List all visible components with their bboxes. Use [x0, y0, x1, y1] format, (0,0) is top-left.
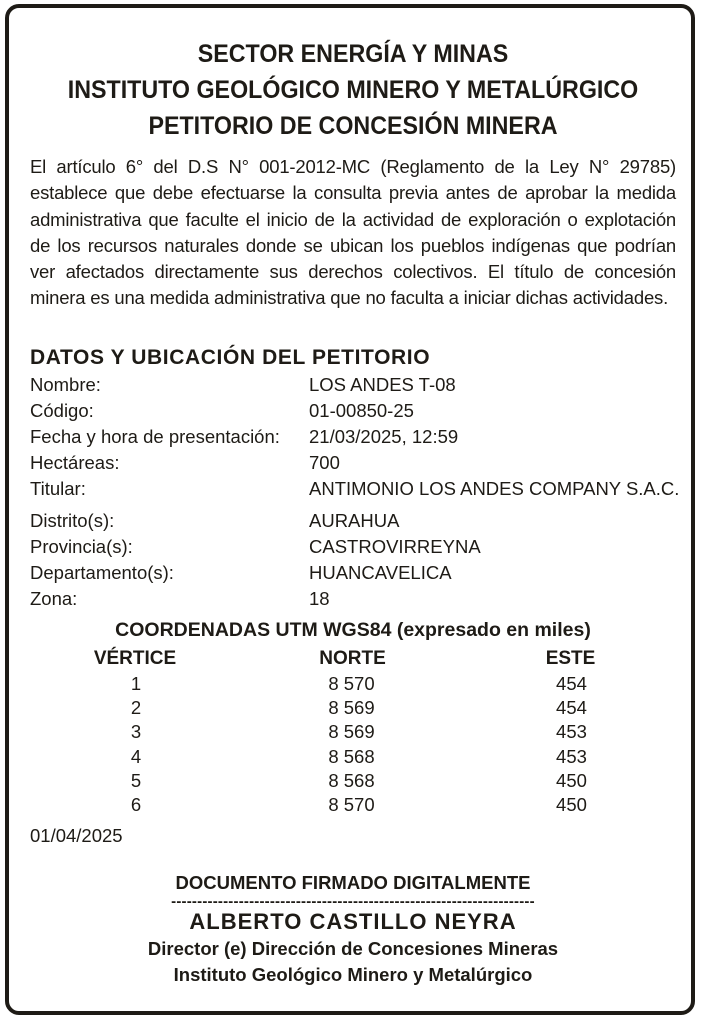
datos-label: Zona: — [30, 588, 78, 609]
datos-row-codigo — [30, 398, 676, 424]
datos-label: Fecha y hora de presentación: — [30, 426, 280, 447]
norte-cell: 8 570 — [328, 793, 375, 815]
datos-row-zona — [30, 586, 676, 612]
header-sector: SECTOR ENERGÍA Y MINAS — [197, 40, 509, 68]
coordenadas-header-row — [30, 646, 676, 672]
table-row — [30, 769, 676, 793]
datos-label: Código: — [30, 400, 94, 421]
vertice-cell: 3 — [130, 721, 142, 743]
datos-row-distrito — [30, 508, 676, 534]
header-title: PETITORIO DE CONCESIÓN MINERA — [148, 112, 558, 140]
datos-label: Nombre: — [30, 374, 101, 395]
este-cell: 453 — [556, 721, 587, 743]
coordenadas-title: COORDENADAS UTM WGS84 (expresado en miles) — [115, 619, 591, 641]
norte-cell: 8 570 — [328, 673, 375, 694]
datos-label: Distrito(s): — [30, 510, 115, 531]
vertice-cell: 2 — [130, 697, 142, 719]
datos-section-title: DATOS Y UBICACIÓN DEL PETITORIO — [30, 346, 431, 369]
digital-signature-label: DOCUMENTO FIRMADO DIGITALMENTE — [175, 872, 531, 894]
datos-row-provincia — [30, 534, 676, 560]
table-row — [30, 793, 676, 817]
este-cell: 454 — [556, 697, 587, 719]
datos-row-titular — [30, 476, 680, 502]
coordenadas-table — [30, 646, 676, 817]
signer-name: ALBERTO CASTILLO NEYRA — [189, 909, 517, 935]
publication-date: 01/04/2025 — [30, 825, 123, 847]
datos-value: AURAHUA — [309, 510, 400, 531]
datos-value: HUANCAVELICA — [309, 562, 452, 583]
datos-value: LOS ANDES T-08 — [309, 374, 456, 395]
norte-cell: 8 568 — [328, 769, 375, 791]
datos-row-hectareas — [30, 450, 676, 476]
signer-institution: Instituto Geológico Minero y Metalúrgico — [173, 964, 533, 986]
table-row — [30, 672, 676, 696]
datos-row-departamento — [30, 560, 676, 586]
vertice-cell: 6 — [130, 793, 142, 815]
notice-header — [53, 36, 654, 144]
vertice-cell: 5 — [130, 769, 142, 791]
table-row — [30, 720, 676, 744]
datos-list — [30, 372, 680, 612]
signer-title: Director (e) Dirección de Concesiones Mineras — [147, 938, 559, 960]
datos-label: Provincia(s): — [30, 536, 133, 557]
datos-value: ANTIMONIO LOS ANDES COMPANY S.A.C. — [309, 478, 680, 499]
vertice-cell: 4 — [130, 745, 142, 767]
vertice-cell: 1 — [130, 673, 142, 694]
datos-label: Hectáreas: — [30, 452, 120, 473]
signature-dashed-line: ---------------------------------------------------------------------- — [171, 896, 535, 909]
este-cell: 450 — [556, 769, 587, 791]
header-institute: INSTITUTO GEOLÓGICO MINERO Y METALÚRGICO — [67, 76, 639, 104]
datos-label: Departamento(s): — [30, 562, 174, 583]
intro-paragraph: El artículo 6° del D.S N° 001-2012-MC (Reglamento de la Ley N° 29785) establece que debe efectuarse la consulta previa antes de aprobar la medida administrativa que faculte el inicio de la actividad de exploración o explotación de los recursos naturales donde se ubican los pueblos indígenas que podrían ver afectados directamente sus derechos colectivos. El título de concesión minera es una medida administrativa que no faculta a iniciar dichas actividades. — [30, 156, 676, 309]
datos-row-nombre — [30, 372, 676, 398]
datos-value: 21/03/2025, 12:59 — [309, 426, 459, 447]
norte-cell: 8 569 — [328, 697, 375, 719]
datos-value: 01-00850-25 — [309, 400, 414, 421]
este-cell: 453 — [556, 745, 587, 767]
norte-cell: 8 569 — [328, 721, 375, 743]
datos-value: CASTROVIRREYNA — [309, 536, 481, 557]
table-row — [30, 696, 676, 720]
este-cell: 450 — [556, 793, 587, 815]
datos-value: 18 — [309, 588, 330, 609]
este-cell: 454 — [556, 673, 587, 694]
column-header-este: ESTE — [545, 648, 596, 669]
table-row — [30, 745, 676, 769]
column-header-norte: NORTE — [319, 648, 386, 669]
norte-cell: 8 568 — [328, 745, 375, 767]
datos-value: 700 — [309, 452, 340, 473]
notice-content — [30, 36, 680, 988]
datos-label: Titular: — [30, 478, 86, 499]
datos-row-fecha — [30, 424, 676, 450]
column-header-vertice: VÉRTICE — [93, 648, 177, 669]
